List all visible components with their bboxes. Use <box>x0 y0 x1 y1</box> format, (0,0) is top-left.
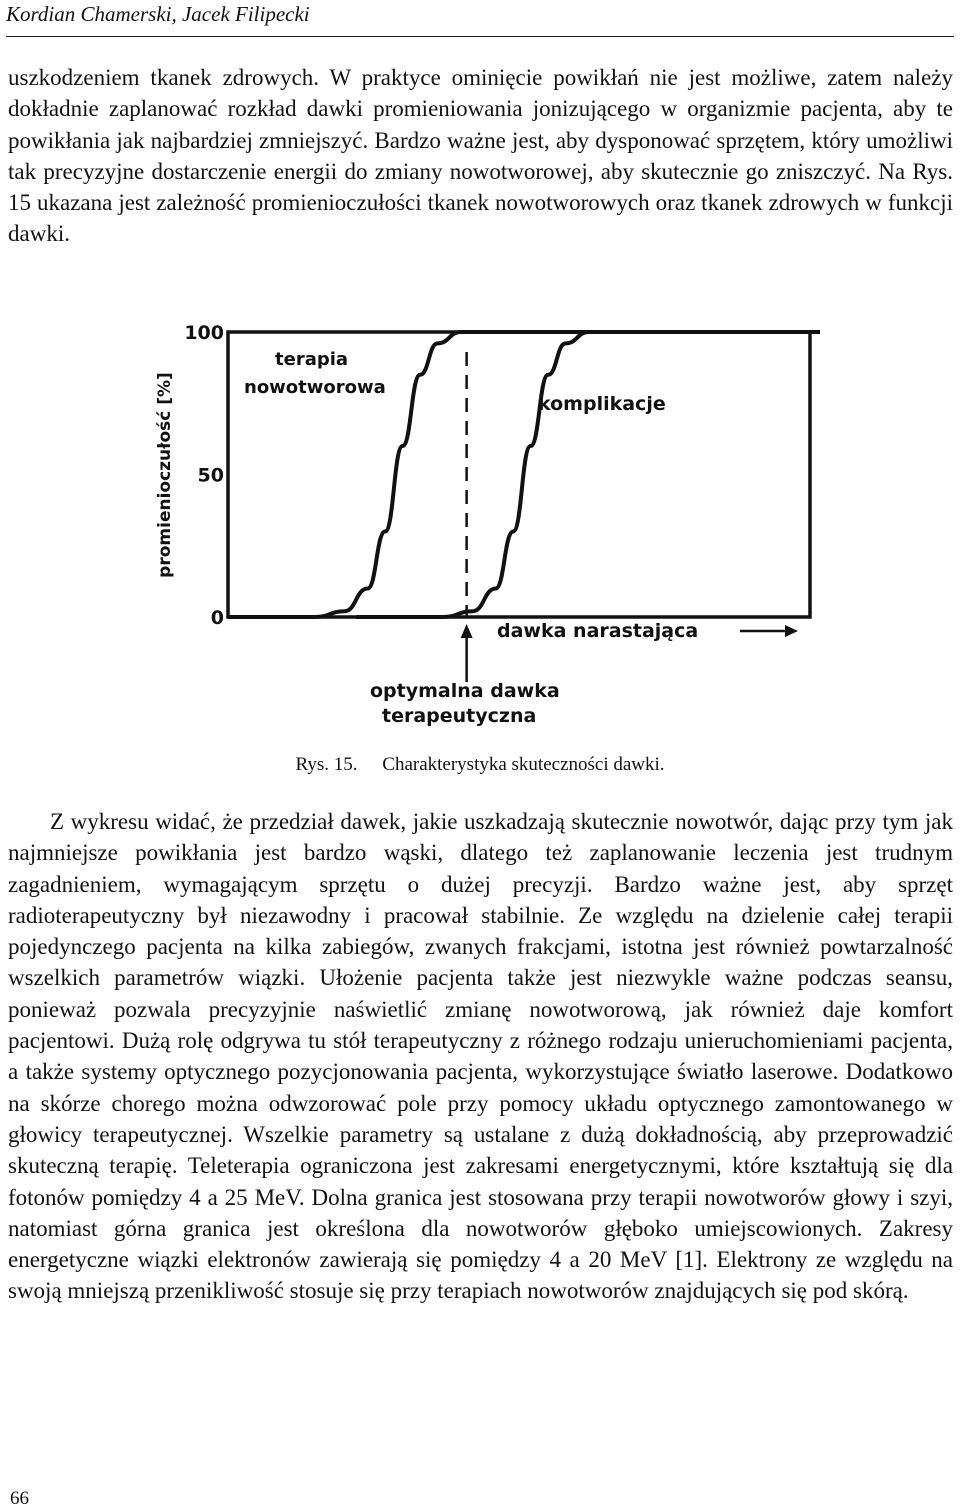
series-label-tumor-line2: nowotworowa <box>244 377 386 398</box>
paragraph-intro: uszkodzeniem tkanek zdrowych. W praktyce ominięcie powikłań nie jest możliwe, zatem należy dokładnie zaplanować rozkład dawki promieniowania jonizującego w organizmie pacjenta, aby te powikłania jak najbardziej zmniejszyć. Bardzo ważne jest, aby dysponować sprzętem, który umożliwi tak precyzyjne dostarczenie energii do zmiany nowotworowej, aby skutecznie go zniszczyć. Na Rys. 15 ukazana jest zależność promienioczułości tkanek nowotworowych oraz tkanek zdrowych w funkcji dawki. <box>8 65 953 247</box>
plot-frame <box>228 332 810 617</box>
paragraph-main: Z wykresu widać, że przedział dawek, jakie uszkadzają skutecznie nowotwór, dając przy tym jak najmniejsze powikłania jest bardzo wąski, dlatego też zaplanowanie leczenia jest trudnym zagadnieniem, wymagającym sprzętu o dużej precyzji. Bardzo ważne jest, aby sprzęt radioterapeutyczny był niezawodny i pracował stabilnie. Ze względu na dzielenie całej terapii pojedynczego pacjenta na kilka zabiegów, zwanych frakcjami, istotna jest również powtarzalność wszelkich parametrów wiązki. Ułożenie pacjenta także jest niezwykle ważne podczas seansu, ponieważ pozwala precyzyjnie naświetlić zmianę nowotworową, jak również daje komfort pacjentowi. Dużą rolę odgrywa tu stół terapeutyczny z różnego rodzaju unieruchomieniami pacjenta, a także systemy optycznego pozycjonowania pacjenta, wykorzystujące światło laserowe. Dodatkowo na skórze chorego można odwzorować pole przy pomocy układu optycznego zamontowanego w głowicy terapeutycznej. Wszelkie parametry są ustalane z dużą dokładnością, aby przeprowadzić skuteczną terapię. Teleterapia ograniczona jest zakresami energetycznymi, które kształtują się dla fotonów pomiędzy 4 a 25 MeV. Dolna granica jest stosowana przy terapii nowotworów głowy i szyi, natomiast górna granica jest określona dla nowotworów głęboko umiejscowionych. Zakresy energetyczne wiązki elektronów zawierają się pomiędzy 4 a 20 MeV [1]. Elektrony ze względu na swoją mniejszą przenikliwość stosuje się przy terapiach nowotworów znajdujących się pod skórą. <box>8 809 953 1304</box>
optimal-dose-arrow <box>461 624 473 682</box>
page-number: 66 <box>10 1488 29 1509</box>
optimal-dose-label-line2: terapeutyczna <box>382 705 537 727</box>
figure-caption-text: Charakterystyka skuteczności dawki. <box>382 754 665 775</box>
y-tick-label: 50 <box>197 464 224 487</box>
y-axis-label: promienioczułość [%] <box>155 372 175 578</box>
optimal-dose-label-line1: optymalna dawka <box>370 680 560 702</box>
running-head <box>6 0 954 37</box>
dose-response-chart <box>140 300 820 745</box>
running-head-authors: Kordian Chamerski, Jacek Filipecki <box>6 2 310 26</box>
figure-dose-response <box>140 300 820 745</box>
series-label-tumor-line1: terapia <box>275 349 349 370</box>
x-axis-arrow <box>740 625 798 637</box>
x-axis-label: dawka narastająca <box>497 620 699 642</box>
y-tick-label: 0 <box>210 607 224 629</box>
curve-tumor-therapy <box>228 332 810 617</box>
figure-caption-label: Rys. 15. <box>295 754 358 775</box>
curve-complications <box>356 332 820 617</box>
y-tick-label: 100 <box>184 322 224 344</box>
series-label-complications: komplikacje <box>538 393 666 415</box>
figure-caption <box>0 752 960 778</box>
